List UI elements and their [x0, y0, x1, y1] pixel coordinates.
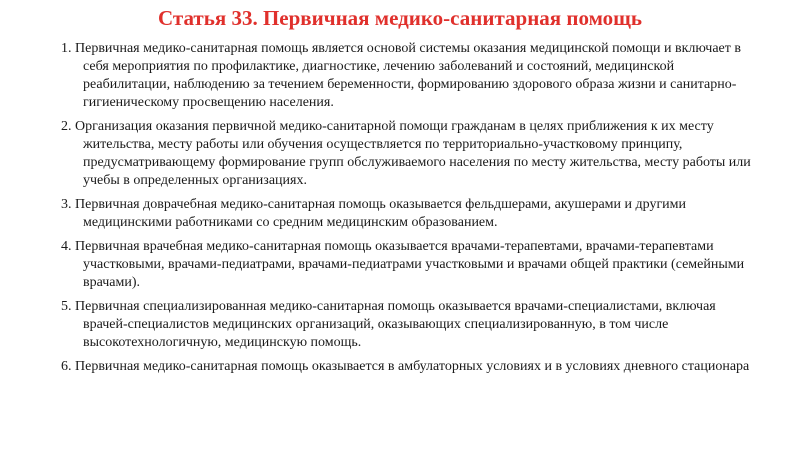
article-item-5: 5. Первичная специализированная медико-санитарная помощь оказывается врачами-специалистами, включая врачей-специалистов медицинских организаций, оказывающих специализированную, в том числе высокотехнологичную, медицинскую помощь. [61, 299, 716, 350]
article-item-6: 6. Первичная медико-санитарная помощь оказывается в амбулаторных условиях и в условиях дневного стационара [61, 359, 750, 374]
article-item-3: 3. Первичная доврачебная медико-санитарная помощь оказывается фельдшерами, акушерами и другими медицинскими работниками со средним медицинским образованием. [61, 197, 687, 230]
article-item-2: 2. Организация оказания первичной медико-санитарной помощи гражданам в целях приближения к их месту жительства, месту работы или обучения осуществляется по территориально-участковому принципу, предусматривающему формирование групп обслуживаемого населения по месту жительства, месту работы или учебы в определенных организациях. [61, 119, 751, 188]
article-body [61, 40, 761, 382]
slide-title: Статья 33. Первичная медико-санитарная помощь [158, 6, 642, 30]
article-item-4: 4. Первичная врачебная медико-санитарная помощь оказывается врачами-терапевтами, врачами-терапевтами участковыми, врачами-педиатрами, врачами-педиатрами участковыми и врачами общей практики (семейными врачами). [61, 239, 745, 290]
article-item-1: 1. Первичная медико-санитарная помощь является основой системы оказания медицинской помощи и включает в себя мероприятия по профилактике, диагностике, лечению заболеваний и состояний, медицинской реабилитации, наблюдению за течением беременности, формированию здорового образа жизни и санитарно-гигиеническому просвещению населения. [61, 41, 741, 110]
